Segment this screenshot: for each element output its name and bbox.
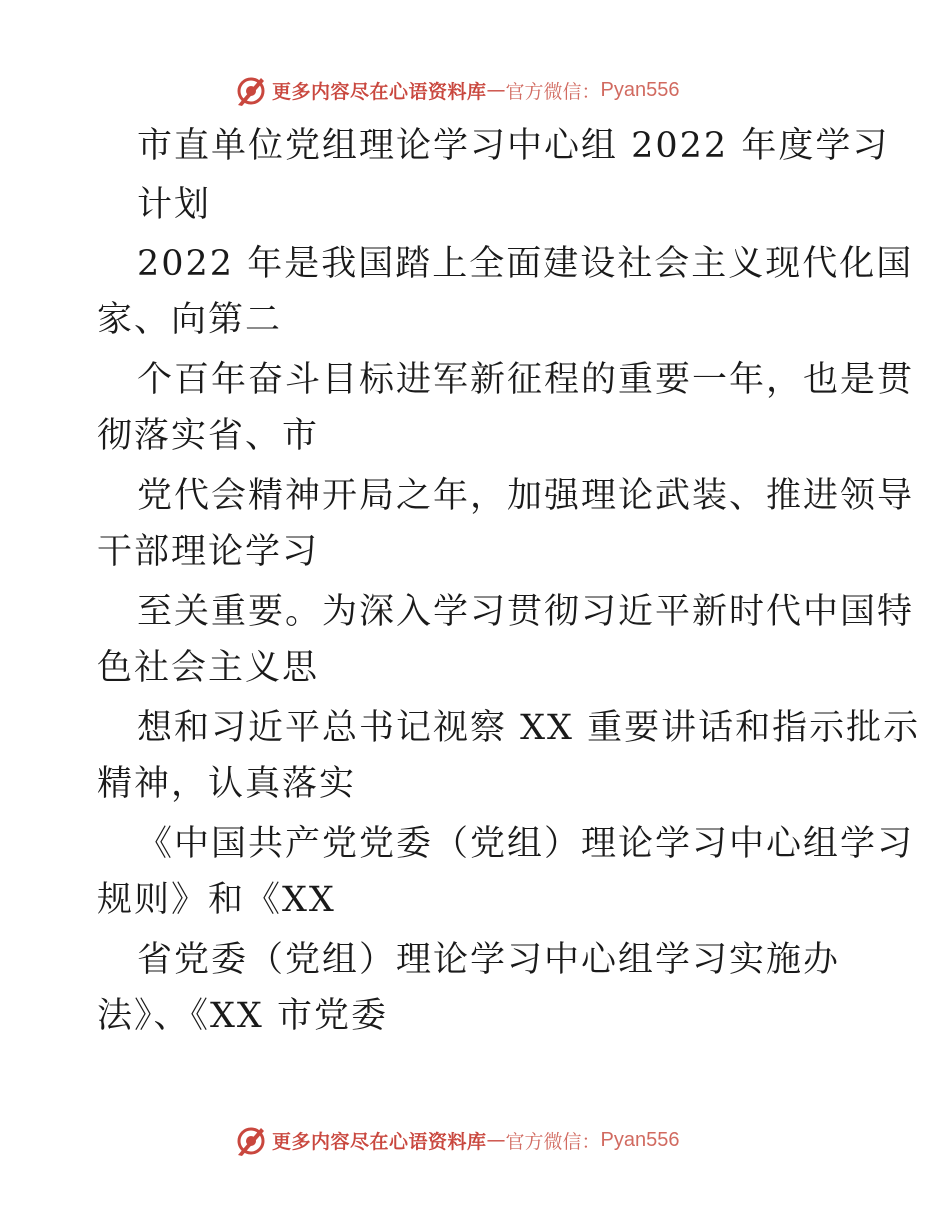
doc-line: 精神，认真落实 <box>97 764 357 804</box>
doc-line: 干部理论学习 <box>97 532 320 572</box>
quill-seal-logo-icon <box>234 73 268 107</box>
banner-text: 更多内容尽在心语资料库 <box>272 1130 487 1153</box>
doc-line: 至关重要。为深入学习贯彻习近平新时代中国特 <box>137 592 915 632</box>
doc-line: 色社会主义思 <box>97 648 320 688</box>
banner-wechat-id: Pyan556 <box>600 78 680 101</box>
doc-line: 家、向第二 <box>97 300 283 340</box>
doc-line: 2022 年是我国踏上全面建设社会主义现代化国 <box>137 244 914 284</box>
doc-line: 市直单位党组理论学习中心组 2022 年度学习 <box>137 126 890 166</box>
doc-line: 省党委（党组）理论学习中心组学习实施办 <box>137 940 841 980</box>
banner-dash: — <box>486 79 506 101</box>
banner-wechat-label: 官方微信： <box>505 1130 601 1153</box>
doc-line: 个百年奋斗目标进军新征程的重要一年，也是贯 <box>137 360 915 400</box>
doc-line: 计划 <box>137 185 212 225</box>
footer-watermark-banner <box>234 1122 680 1158</box>
quill-seal-logo-icon <box>234 1123 268 1157</box>
banner-text: 更多内容尽在心语资料库 <box>272 80 487 103</box>
doc-line: 《中国共产党党委（党组）理论学习中心组学习 <box>137 824 915 864</box>
banner-wechat-id: Pyan556 <box>600 1128 680 1151</box>
header-watermark-banner <box>234 72 680 108</box>
doc-line: 党代会精神开局之年，加强理论武装、推进领导 <box>137 476 915 516</box>
doc-line: 规则》和《XX <box>97 880 336 920</box>
doc-line: 法》、《XX 市党委 <box>97 996 388 1036</box>
doc-line: 想和习近平总书记视察 XX 重要讲话和指示批示 <box>137 708 921 748</box>
banner-dash: — <box>486 1129 506 1151</box>
doc-line: 彻落实省、市 <box>97 416 320 456</box>
banner-wechat-label: 官方微信： <box>505 80 601 103</box>
